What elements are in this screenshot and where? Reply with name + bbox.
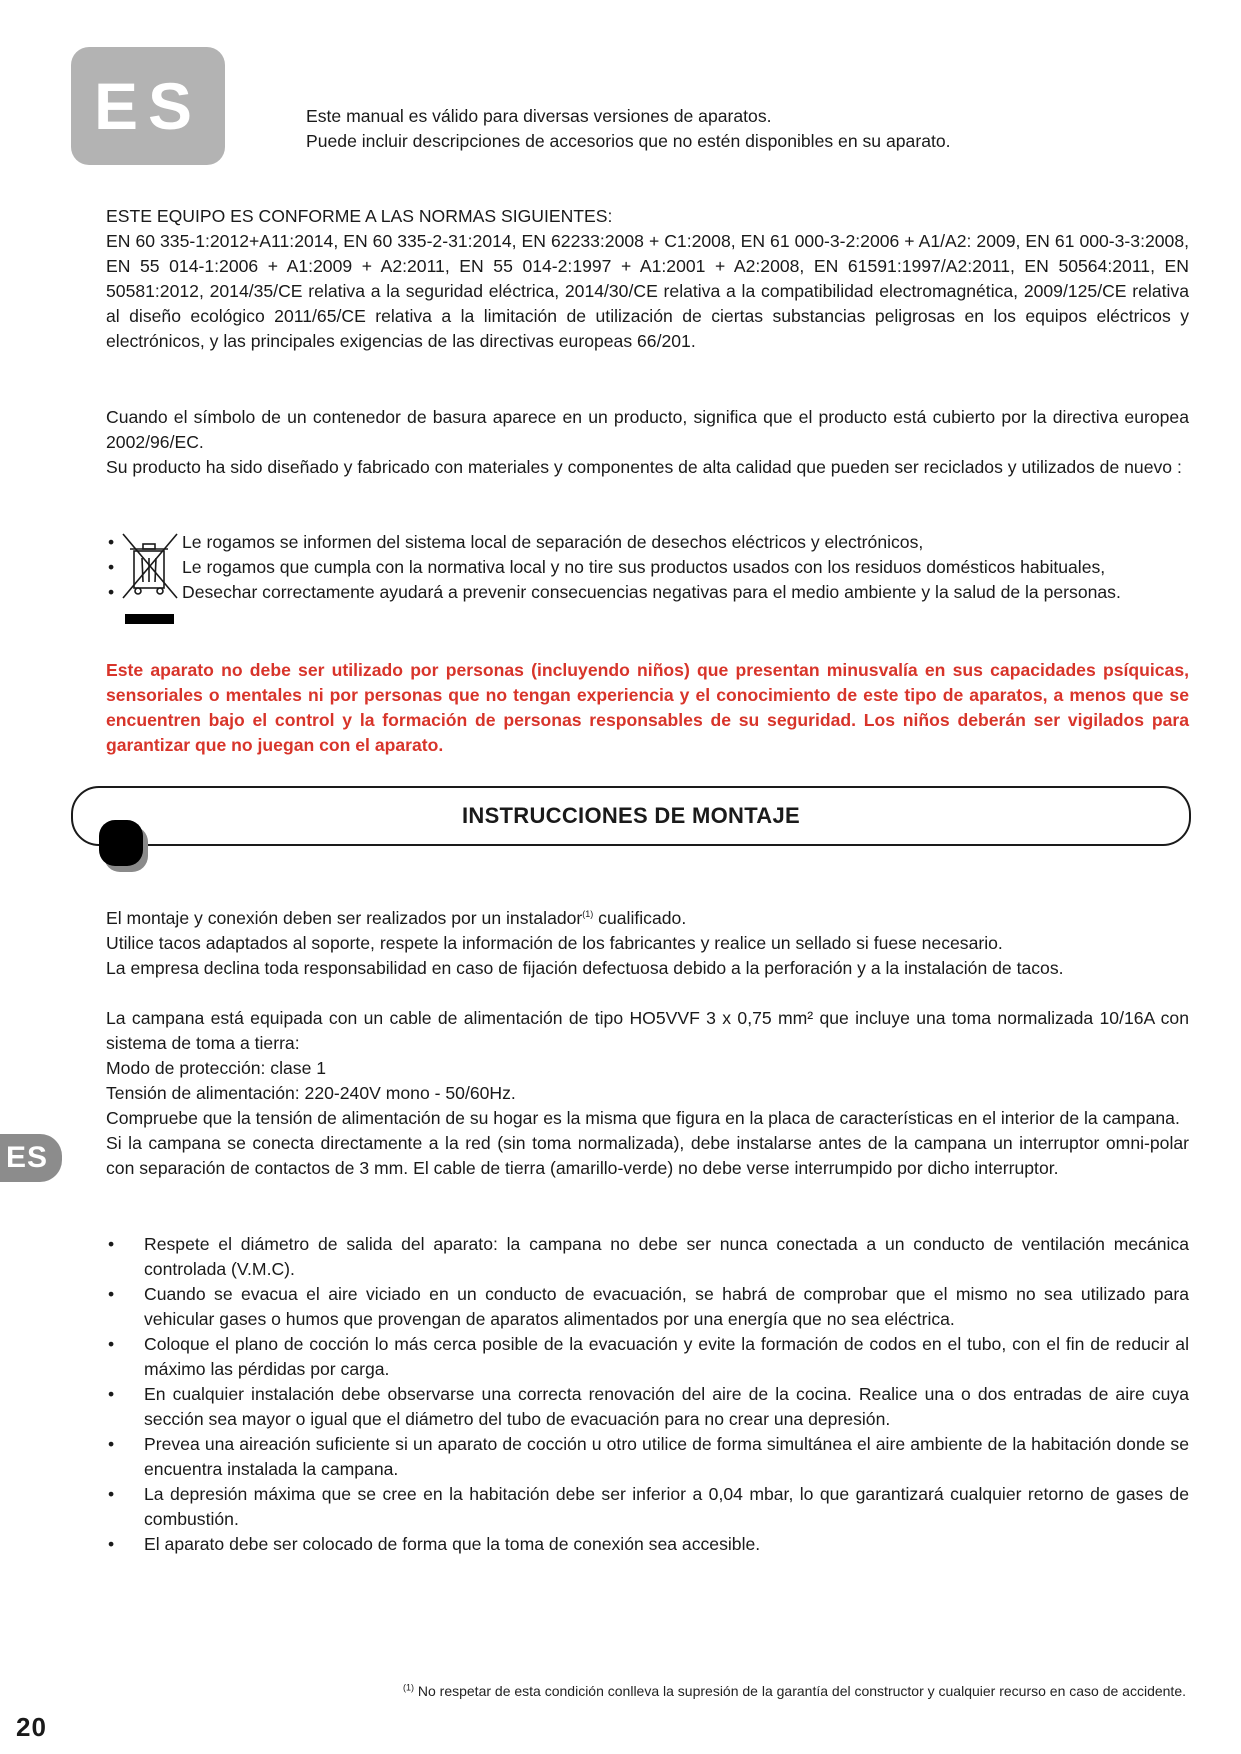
section-marker [99, 820, 143, 866]
page-number: 20 [16, 1712, 47, 1742]
section-header [71, 786, 1191, 846]
list-item-text: Respete el diámetro de salida del aparato: la campana no debe ser nunca conectada a un conducto de ventilación mecánica controlada (V.M.C). [144, 1234, 1189, 1279]
mounting-block [106, 906, 1189, 981]
list-item [106, 1232, 1189, 1282]
electrical-block [106, 1006, 1189, 1181]
electrical-line: Modo de protección: clase 1 [106, 1058, 327, 1078]
bullet-icon: • [108, 1234, 115, 1254]
electrical-line: Si la campana se conecta directamente a la red (sin toma normalizada), debe instalarse antes de la campana un interruptor omni-polar con separación de contactos de 3 mm. El cable de tierra (amarillo-verde) no debe verse interrumpido por dicho interruptor. [106, 1133, 1189, 1178]
list-item-text: Desechar correctamente ayudará a prevenir consecuencias negativas para el medio ambiente y la salud de la personas. [182, 582, 1121, 602]
side-language-tab: ES [0, 1134, 62, 1182]
list-item-text: Cuando se evacua el aire viciado en un conducto de evacuación, se habrá de comprobar que el mismo no sea utilizado para vehicular gases o humos que provengan de aparatos alimentados por una energía que no sea eléctrica. [144, 1284, 1189, 1329]
weee-paragraph: Cuando el símbolo de un contenedor de basura aparece en un producto, significa que el producto está cubierto por la directiva europea 2002/96/EC. [106, 407, 1189, 452]
electrical-line: La campana está equipada con un cable de alimentación de tipo HO5VVF 3 x 0,75 mm² que incluye una toma normalizada 10/16A con sistema de toma a tierra: [106, 1008, 1189, 1053]
bullet-icon: • [108, 1334, 115, 1354]
crossed-bin-icon [120, 532, 180, 626]
bullet-icon: • [108, 582, 115, 602]
weee-block [106, 405, 1189, 480]
intro-line: Este manual es válido para diversas versiones de aparatos. [306, 106, 772, 126]
list-item-text: Le rogamos se informen del sistema local de separación de desechos eléctricos y electrónicos, [182, 532, 924, 552]
electrical-line: Compruebe que la tensión de alimentación de su hogar es la misma que figura en la placa de características en el interior de la campana. [106, 1108, 1180, 1128]
list-item [106, 1432, 1189, 1482]
norms-heading: ESTE EQUIPO ES CONFORME A LAS NORMAS SIGUIENTES: [106, 206, 613, 226]
language-badge: ES [71, 47, 225, 165]
list-item-text: Le rogamos que cumpla con la normativa local y no tire sus productos usados con los residuos domésticos habituales, [182, 557, 1106, 577]
weee-list [106, 530, 1189, 605]
list-item [106, 555, 1189, 580]
electrical-line: Tensión de alimentación: 220-240V mono - 50/60Hz. [106, 1083, 516, 1103]
list-item-text: Prevea una aireación suficiente si un aparato de cocción u otro utilice de forma simultánea el aire ambiente de la habitación donde se encuentra instalada la campana. [144, 1434, 1189, 1479]
bullet-icon: • [108, 532, 115, 552]
list-item-text: La depresión máxima que se cree en la habitación debe ser inferior a 0,04 mbar, lo que garantizará cualquier retorno de gases de combustión. [144, 1484, 1189, 1529]
bullet-icon: • [108, 557, 115, 577]
intro-line: Puede incluir descripciones de accesorios que no estén disponibles en su aparato. [306, 131, 951, 151]
list-item [106, 1332, 1189, 1382]
mounting-line: El montaje y conexión deben ser realizados por un instalador$^{(1)}$ cualificado. [106, 908, 687, 928]
list-item [106, 580, 1189, 605]
list-item [106, 1382, 1189, 1432]
weee-paragraph: Su producto ha sido diseñado y fabricado con materiales y componentes de alta calidad que pueden ser reciclados y utilizados de nuevo : [106, 457, 1182, 477]
safety-warning: Este aparato no debe ser utilizado por personas (incluyendo niños) que presentan minusvalía en sus capacidades psíquicas, sensoriales o mentales ni por personas que no tengan experiencia y el conocimiento de este tipo de aparatos, a menos que se encuentren bajo el control y la formación de personas responsables de su seguridad. Los niños deberán ser vigilados para garantizar que no juegan con el aparato. [106, 660, 1189, 755]
list-item-text: El aparato debe ser colocado de forma que la toma de conexión sea accesible. [144, 1534, 761, 1554]
bullet-icon: • [108, 1434, 115, 1454]
footnote-text: No respetar de esta condición conlleva la supresión de la garantía del constructor y cualquier recurso en caso de accidente. [417, 1683, 1186, 1699]
footnote-mark: (1) [402, 1682, 414, 1693]
list-item [106, 1532, 1189, 1557]
bullet-icon: • [108, 1484, 115, 1504]
section-title: INSTRUCCIONES DE MONTAJE [461, 803, 801, 828]
norms-text: EN 60 335-1:2012+A11:2014, EN 60 335-2-31:2014, EN 62233:2008 + C1:2008, EN 61 000-3-2:2006 + A1/A2: 2009, EN 61 000-3-3:2008, EN 55 014-1:2006 + A1:2009 + A2:2011, EN 55 014-2:1997 + A1:2001 + A2:2008, EN 61591:1997/A2:2011, EN 50564:2011, EN 50581:2012, 2014/35/CE relativa a la seguridad eléctrica, 2014/30/CE relativa a la compatibilidad electromagnética, 2009/125/CE relativa al diseño ecológico 2011/65/CE relativa a la limitación de utilización de ciertas substancias peligrosas en los equipos eléctricos y electrónicos, y las principales exigencias de las directivas europeas 66/201. [106, 231, 1189, 351]
installation-bullets [106, 1232, 1189, 1557]
list-item [106, 1282, 1189, 1332]
list-item-text: Coloque el plano de cocción lo más cerca posible de la evacuación y evite la formación de codos en el tubo, con el fin de reducir al máximo las pérdidas por carga. [144, 1334, 1189, 1379]
norms-block [106, 204, 1189, 354]
intro-text [306, 104, 1206, 154]
mounting-line: La empresa declina toda responsabilidad en caso de fijación defectuosa debido a la perforación y a la instalación de tacos. [106, 958, 1064, 978]
bullet-icon: • [108, 1534, 115, 1554]
list-item [106, 530, 1189, 555]
list-item [106, 1482, 1189, 1532]
footnote [403, 1682, 1186, 1700]
bullet-icon: • [108, 1284, 115, 1304]
bullet-icon: • [108, 1384, 115, 1404]
footnote-ref: (1) [582, 909, 594, 920]
mounting-line: Utilice tacos adaptados al soporte, respete la información de los fabricantes y realice un sellado si fuese necesario. [106, 933, 1003, 953]
list-item-text: En cualquier instalación debe observarse una correcta renovación del aire de la cocina. Realice una o dos entradas de aire cuya sección sea mayor o igual que el diámetro del tubo de evacuación para no crear una depresión. [144, 1384, 1189, 1429]
